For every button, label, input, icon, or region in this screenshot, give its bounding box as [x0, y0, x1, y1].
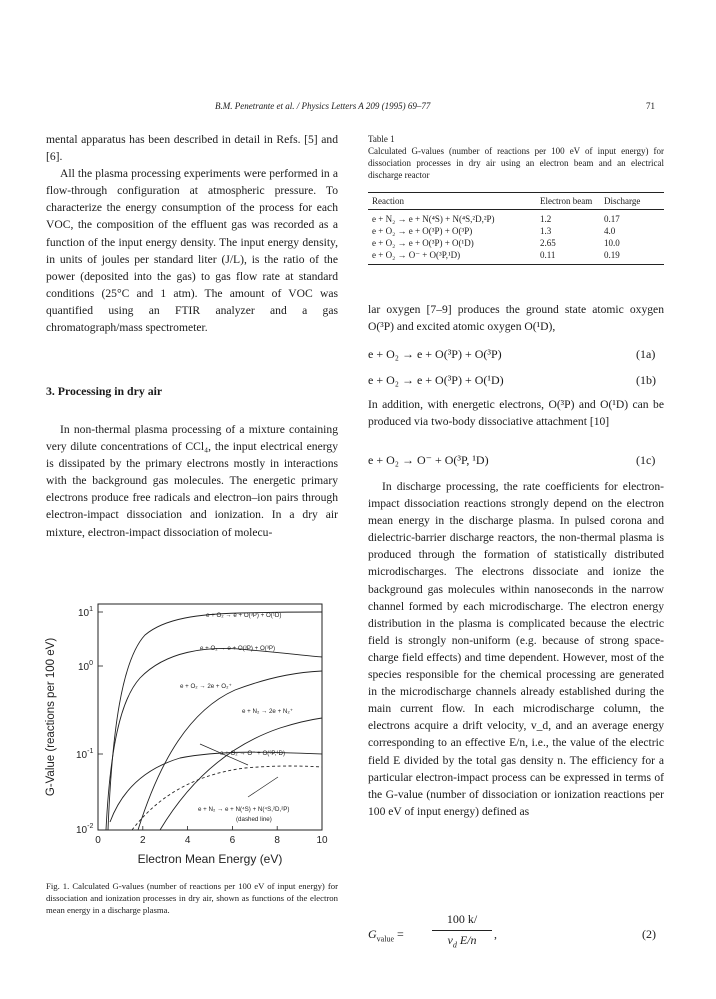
- equation-1a: e + O₂ → e + O(³P) + O(³P): [368, 347, 502, 361]
- equation-1b: e + O₂ → e + O(³P) + O(¹D): [368, 373, 504, 387]
- paragraph: In discharge processing, the rate coefficients for electron-impact dissociation reactions strongly depend on the electron mean energy in the discharge plasma. In pulsed corona and dielectric-barrier discharge reactors, the non-thermal plasma is produced through the formation of statistically distributed microdischarges. The electrons dissociate and ionize the background gas molecules within nanoseconds in the narrow channel formed by each microdischarge. The electron energy distribution in the plasma is complicated because the electric field is strongly non-uniform (e.g. because of strong space-charge field effects) and time dependent. However, most of the species responsible for the chemical processing are generated in the microdischarge channels already established during the main current flow. In each microdischarge column, the electrons acquire a drift velocity, v_d, and an average energy corresponding to an effective E/n, i.e., the value of the electric field E divided by the total gas density n. The efficiency for a particular electron-impact process can be expressed in terms of the G-value (number of dissociation or ionization reactions per 100 eV of input energy) defined as: [368, 480, 664, 818]
- curve-label: e + N₂ → 2e + N₂⁺: [242, 708, 294, 715]
- table-header: Reaction: [368, 193, 536, 210]
- x-axis-label: Electron Mean Energy (eV): [137, 852, 283, 866]
- equation-number: (2): [642, 927, 656, 941]
- y-axis-label: G-Value (reactions per 100 eV): [45, 637, 57, 797]
- curve-label: e + N₂ → e + N(⁴S) + N(⁴S,²D,²P): [198, 806, 290, 813]
- table-cell: 0.11: [536, 249, 600, 265]
- running-head: B.M. Penetrante et al. / Physics Letters A 209 (1995) 69–77: [215, 101, 431, 111]
- table-cell: e + O₂ → O⁻ + O(³P,¹D): [368, 249, 536, 265]
- equation-1c: e + O₂ → O⁻ + O(³P, ¹D): [368, 453, 489, 467]
- page-number: 71: [646, 101, 655, 111]
- table-header: Discharge: [600, 193, 664, 210]
- right-column-para3: [368, 478, 664, 820]
- paragraph: lar oxygen [7–9] produces the ground state atomic oxygen O(³P) and excited atomic oxygen O(¹D),: [368, 303, 664, 334]
- y-tick-label: $10^0$: [78, 660, 94, 673]
- paragraph: All the plasma processing experiments were performed in a flow-through configuration at atmospheric pressure. To characterize the energy consumption of the process for each VOC, the composition of the effluent gas was recorded as a function of the input energy density. The input energy density, in units of joules per standard liter (J/L), is the ratio of the power (deposited into the gas) to gas flow rate at standard conditions (25°C and 1 atm). The amount of VOC was quantified using an FTIR analyzer and a gas chromatograph/mass spectrometer.: [46, 167, 338, 335]
- x-tick-label: 2: [140, 835, 146, 846]
- table-header: Electron beam: [536, 193, 600, 210]
- left-column-section: [46, 421, 338, 541]
- g-symbol: $G_{value}$ =: [368, 927, 404, 944]
- figure-plot: [40, 590, 340, 872]
- fraction-bar: [432, 930, 492, 931]
- curve-label: e + O₂ → e + O(³P) + O(¹D): [206, 612, 282, 619]
- table-row: [368, 249, 664, 265]
- table-cell: 0.19: [600, 249, 664, 265]
- table-label: Table 1: [368, 134, 395, 144]
- y-tick-label: $10^1$: [78, 606, 94, 619]
- table-description: Calculated G-values (number of reactions per 100 eV of input energy) for dissociation processes in dry air using an electron beam and an electrical discharge reactor: [368, 146, 664, 180]
- table-row: [368, 225, 664, 237]
- right-column-para1: [368, 301, 664, 335]
- curve-label: e + O₂ → O⁻ + O(³P,¹D): [220, 750, 286, 757]
- plot-frame: [98, 604, 322, 830]
- curve-n2-diss: [132, 766, 322, 830]
- y-tick-marks: [98, 612, 103, 754]
- table-cell: 1.3: [540, 226, 552, 236]
- x-tick-label: 0: [95, 835, 101, 846]
- x-tick-label: 8: [274, 835, 280, 846]
- curve-label: (dashed line): [236, 816, 272, 823]
- table-row: [368, 237, 664, 249]
- equation-2: [368, 912, 664, 962]
- equation-number: (1c): [636, 453, 656, 467]
- curve-n2-ion: [160, 718, 322, 830]
- y-tick-label: $10^{-1}$: [76, 748, 94, 761]
- x-tick-label: 10: [316, 835, 328, 846]
- table-cell: 4.0: [604, 226, 616, 236]
- table-cell: 0.17: [604, 214, 620, 224]
- table-cell: 2.65: [540, 238, 556, 248]
- table-cell: 10.0: [604, 238, 620, 248]
- paragraph: In addition, with energetic electrons, O(³P) and O(¹D) can be produced via two-body dissociative attachment [10]: [368, 398, 664, 429]
- curve-label: e + O₂ → e + O(³P) + O(³P): [200, 645, 276, 652]
- label-pointer: [248, 777, 278, 797]
- table-cell: e + N₂ → e + N(⁴S) + N(⁴S,²D,²P): [372, 214, 495, 224]
- y-tick-label: $10^{-2}$: [76, 823, 94, 836]
- fraction-numerator: 100 k/: [446, 912, 478, 926]
- gvalue-table: [368, 192, 664, 265]
- fraction-denominator: $v_d$ E/n: [447, 933, 477, 950]
- paragraph: In non-thermal plasma processing of a mixture containing very dilute concentrations of CCl₄, the input electrical energy is dissipated by the primary electrons mostly in interactions with the background gas molecules. The energetic primary electrons produce free radicals and electron–ion pairs through electron-impact dissociation and ionization. In a dry air mixture, electron-impact dissociation of molecu-: [46, 423, 338, 539]
- table-cell: e + O₂ → e + O(³P) + O(³P): [372, 226, 473, 236]
- equation-number: (1a): [636, 347, 656, 361]
- figure-caption: Fig. 1. Calculated G-values (number of reactions per 100 eV of input energy) for dissociation and ionization processes in dry air, shown as functions of the electron mean energy in a discharge plasma.: [46, 881, 338, 915]
- left-column-top: [46, 131, 338, 336]
- section-heading: 3. Processing in dry air: [46, 384, 163, 398]
- x-tick-label: 4: [184, 835, 191, 846]
- comma: ,: [494, 927, 497, 941]
- table-cell: 1.2: [540, 214, 552, 224]
- x-tick-marks: [143, 826, 277, 830]
- right-column-para2: [368, 396, 664, 430]
- table-cell: e + O₂ → e + O(³P) + O(¹D): [372, 238, 474, 248]
- table-row: [368, 210, 664, 226]
- curve-o2-o3p-o3p: [106, 648, 322, 830]
- paragraph: mental apparatus has been described in detail in Refs. [5] and [6].: [46, 133, 338, 164]
- x-tick-label: 6: [229, 835, 236, 846]
- equation-number: (1b): [636, 373, 656, 387]
- curve-label: e + O₂ → 2e + O₂⁺: [180, 683, 232, 690]
